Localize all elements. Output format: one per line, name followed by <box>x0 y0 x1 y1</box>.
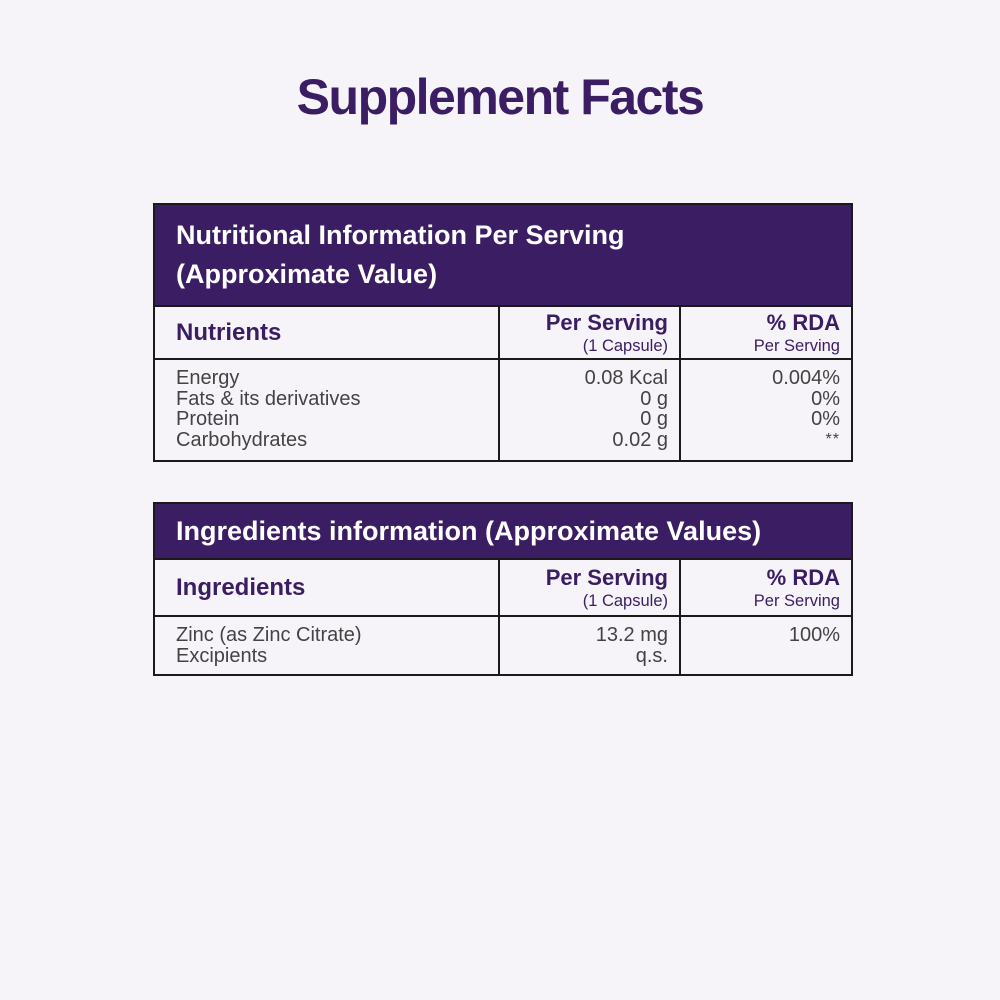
ingredient-names-column <box>155 617 500 674</box>
ingredients-table-band-title <box>155 504 851 560</box>
band-title-line: Ingredients information (Approximate Values) <box>176 516 762 546</box>
per-serving-value: q.s. <box>635 644 668 667</box>
per-serving-values-column <box>500 617 681 674</box>
per-serving-value: 13.2 mg <box>595 624 668 646</box>
column-header-rda <box>681 307 851 358</box>
per-serving-values-column <box>500 360 681 460</box>
rda-value: 0% <box>811 387 840 410</box>
nutritional-information-table <box>153 203 853 462</box>
rda-value: 0% <box>811 408 840 430</box>
column-label: Nutrients <box>176 318 282 346</box>
ingredient-name: Zinc (as Zinc Citrate) <box>176 624 362 646</box>
column-sublabel: (1 Capsule) <box>582 591 668 610</box>
column-header-nutrients <box>155 307 500 358</box>
nutrient-name: Energy <box>176 367 240 389</box>
rda-values-column <box>681 360 851 460</box>
ingredients-table-header-row <box>155 560 851 617</box>
column-label: % RDA <box>766 564 840 590</box>
rda-value: 100% <box>788 624 840 646</box>
per-serving-value: 0 g <box>640 408 668 430</box>
column-header-per-serving <box>500 307 681 358</box>
column-label: Per Serving <box>545 309 668 335</box>
per-serving-value: 0.02 g <box>612 428 668 451</box>
nutrient-name: Protein <box>176 408 240 430</box>
band-title-line: (Approximate Value) <box>176 259 438 289</box>
column-sublabel: (1 Capsule) <box>582 336 668 355</box>
per-serving-value: 0 g <box>640 387 668 410</box>
nutrient-name: Carbohydrates <box>176 428 308 451</box>
rda-footnote-asterisks: ** <box>825 430 840 448</box>
rda-values-column <box>681 617 851 674</box>
column-header-per-serving <box>500 560 681 615</box>
page-title: Supplement Facts <box>296 69 704 125</box>
ingredients-table-body <box>155 617 851 674</box>
per-serving-value: 0.08 Kcal <box>584 367 668 389</box>
column-header-rda <box>681 560 851 615</box>
nutrient-name: Fats & its derivatives <box>176 387 361 410</box>
band-title-line: Nutritional Information Per Serving <box>176 220 625 250</box>
nutritional-table-header-row <box>155 307 851 360</box>
nutritional-table-band-title <box>155 205 851 307</box>
nutrient-names-column <box>155 360 500 460</box>
column-sublabel: Per Serving <box>753 591 840 610</box>
nutritional-table-body <box>155 360 851 460</box>
ingredients-information-table <box>153 502 853 676</box>
column-label: % RDA <box>766 309 840 335</box>
column-header-ingredients <box>155 560 500 615</box>
ingredient-name: Excipients <box>176 644 268 667</box>
column-label: Ingredients <box>176 573 306 601</box>
column-label: Per Serving <box>545 564 668 590</box>
column-sublabel: Per Serving <box>753 336 840 355</box>
rda-value: 0.004% <box>772 367 840 389</box>
